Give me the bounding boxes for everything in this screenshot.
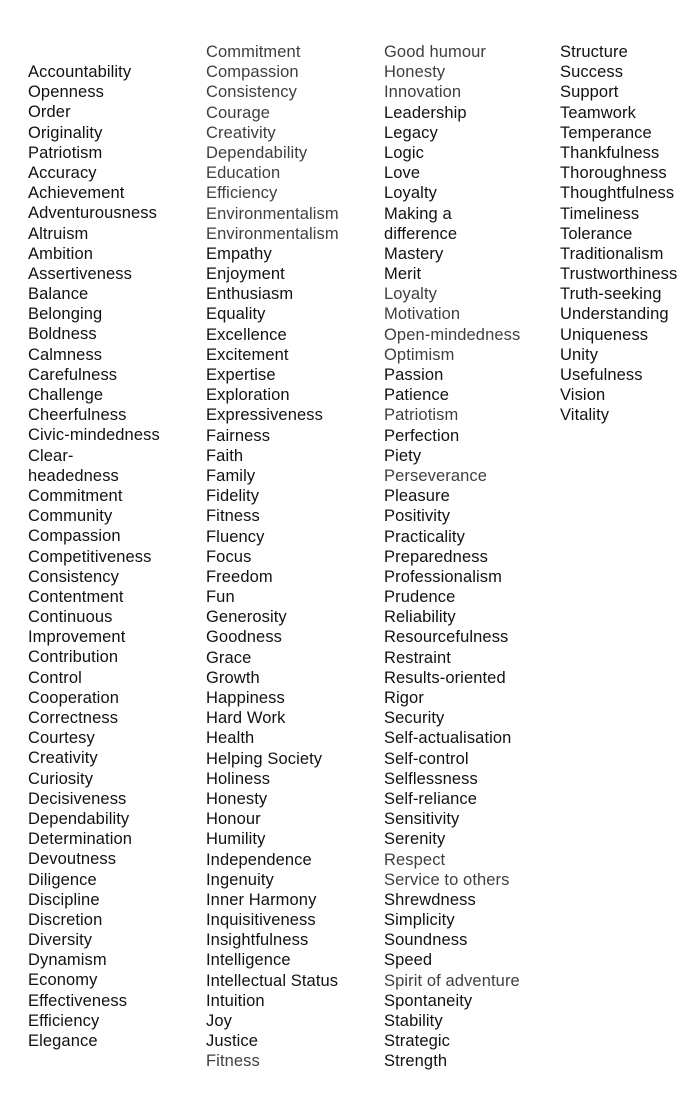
value-word: Consistency <box>206 83 297 102</box>
value-word: Holiness <box>206 769 271 788</box>
value-word: Balance <box>28 285 89 304</box>
value-word: Courtesy <box>28 729 95 748</box>
value-word: Shrewdness <box>384 890 476 909</box>
value-word: Courage <box>206 103 270 122</box>
value-word: Respect <box>384 850 446 869</box>
value-word: Excitement <box>206 345 289 364</box>
value-word: Logic <box>384 143 424 162</box>
value-word: Dependability <box>28 809 130 828</box>
value-word: Insightfulness <box>206 931 309 950</box>
value-word: Consistency <box>28 567 119 586</box>
values-column-1 <box>28 62 160 1051</box>
value-word: Piety <box>384 446 422 465</box>
value-word: Compassion <box>206 63 299 82</box>
value-word: Intuition <box>206 991 265 1010</box>
value-word: Spirit of adventure <box>384 971 520 990</box>
value-word: Passion <box>384 366 444 384</box>
value-word: Spontaneity <box>384 991 473 1010</box>
values-column-3 <box>384 42 520 1072</box>
values-column-2 <box>206 42 339 1072</box>
value-word: Ingenuity <box>206 870 274 889</box>
value-word: Leadership <box>384 103 467 122</box>
value-word: Intelligence <box>206 951 291 970</box>
value-word: Resourcefulness <box>384 628 509 647</box>
value-word: Control <box>28 668 82 687</box>
value-word: Discretion <box>28 910 103 929</box>
value-word: Justice <box>206 1032 259 1051</box>
value-word: Sensitivity <box>384 810 460 829</box>
value-word: Preparedness <box>384 547 488 566</box>
value-word: Honesty <box>384 63 446 82</box>
value-word: Self-control <box>384 749 469 768</box>
value-word: Positivity <box>384 507 451 526</box>
value-word: Education <box>206 164 281 183</box>
value-word: Intellectual Status <box>206 971 339 990</box>
value-word: Diligence <box>28 870 97 889</box>
value-word: Generosity <box>206 608 287 627</box>
value-word: Discipline <box>28 890 100 909</box>
value-word: Teamwork <box>560 103 636 122</box>
value-word: Boldness <box>28 325 97 344</box>
value-word: Adventurousness <box>28 204 157 223</box>
value-word: Humility <box>206 830 266 849</box>
value-word: Assertiveness <box>28 264 133 283</box>
value-word: Soundness <box>384 931 468 950</box>
value-word: Good humour <box>384 43 486 61</box>
value-word: Enjoyment <box>206 265 285 284</box>
value-word: Helping Society <box>206 749 323 768</box>
value-word: Prudence <box>384 588 456 607</box>
value-word: Mastery <box>384 244 444 263</box>
value-word: Growth <box>206 668 260 687</box>
value-word: Loyalty <box>384 285 437 304</box>
value-word: Honesty <box>206 789 268 808</box>
value-word: Service to others <box>384 870 510 889</box>
value-word: Grace <box>206 648 252 667</box>
value-word: Tolerance <box>560 224 633 243</box>
value-word: Decisiveness <box>28 789 127 808</box>
value-word: Love <box>384 164 421 183</box>
value-word: Equality <box>206 305 266 324</box>
value-word: Thoughtfulness <box>560 184 675 203</box>
value-word: Uniqueness <box>560 325 649 344</box>
value-word: Expertise <box>206 366 276 384</box>
value-word: Elegance <box>28 1032 98 1050</box>
value-word: Support <box>560 83 619 102</box>
value-word: Selflessness <box>384 769 478 788</box>
value-word: Cooperation <box>28 688 119 707</box>
value-word: Accuracy <box>28 163 97 182</box>
value-word: Carefulness <box>28 365 118 384</box>
value-word: Fluency <box>206 527 265 546</box>
value-word: Structure <box>560 43 628 61</box>
value-word: Legacy <box>384 123 438 142</box>
value-word: Restraint <box>384 648 451 667</box>
value-word: Environmentalism <box>206 204 339 223</box>
value-word: Commitment <box>206 43 301 61</box>
value-word: Fitness <box>206 507 260 526</box>
value-word: Accountability <box>28 63 132 81</box>
value-word: Order <box>28 103 71 122</box>
value-word: Open-mindedness <box>384 325 521 344</box>
value-word: Achievement <box>28 184 125 203</box>
value-word: Faith <box>206 446 244 465</box>
value-word: Optimism <box>384 345 455 364</box>
value-word: Clear- <box>28 446 74 465</box>
value-word: Originality <box>28 123 103 142</box>
value-word: Calmness <box>28 345 103 364</box>
value-word: Simplicity <box>384 911 455 930</box>
value-word: Freedom <box>206 567 273 586</box>
value-word: Results-oriented <box>384 668 506 687</box>
value-word: Health <box>206 729 255 748</box>
value-word: Serenity <box>384 830 446 849</box>
value-word: Joy <box>206 1012 232 1030</box>
value-word: Traditionalism <box>560 244 664 263</box>
value-word: Fairness <box>206 426 271 445</box>
value-word: Challenge <box>28 386 104 404</box>
value-word: Altruism <box>28 224 89 243</box>
value-word: Environmentalism <box>206 224 339 243</box>
value-word: Empathy <box>206 244 272 263</box>
value-word: Security <box>384 709 445 728</box>
value-word: Practicality <box>384 527 465 546</box>
value-word: Patriotism <box>28 143 103 162</box>
value-word: Perseverance <box>384 466 488 485</box>
value-word: Pleasure <box>384 487 450 506</box>
value-word: Rigor <box>384 689 424 707</box>
value-word: Innovation <box>384 83 462 102</box>
value-word: Commitment <box>28 486 123 505</box>
value-word: Competitiveness <box>28 547 152 566</box>
value-word: Usefulness <box>560 366 643 384</box>
value-word: Truth-seeking <box>560 285 662 304</box>
value-word: Self-actualisation <box>384 729 512 748</box>
value-word: Reliability <box>384 608 456 627</box>
value-word: Self-reliance <box>384 789 478 808</box>
value-word: Exploration <box>206 386 290 405</box>
value-word: Expressiveness <box>206 406 323 425</box>
value-word: difference <box>384 224 458 243</box>
value-word: Creativity <box>206 123 276 142</box>
value-word: Ambition <box>28 244 93 263</box>
value-word: Efficiency <box>28 1011 100 1030</box>
value-word: Patience <box>384 386 450 405</box>
value-word: Thankfulness <box>560 143 660 162</box>
value-word: Goodness <box>206 628 283 647</box>
values-column-4 <box>560 42 677 426</box>
value-word: Making a <box>384 204 452 223</box>
value-word: Vision <box>560 386 606 405</box>
value-word: Temperance <box>560 123 652 142</box>
value-word: Motivation <box>384 305 461 324</box>
value-word: Correctness <box>28 709 119 727</box>
value-word: Success <box>560 63 624 82</box>
value-word: Creativity <box>28 749 98 768</box>
value-word: Community <box>28 507 113 526</box>
value-word: Compassion <box>28 527 121 546</box>
value-word: Strength <box>384 1052 448 1071</box>
value-word: Patriotism <box>384 406 459 425</box>
value-word: Stability <box>384 1012 443 1030</box>
value-word: headedness <box>28 466 119 485</box>
value-word: Diversity <box>28 931 93 950</box>
value-word: Professionalism <box>384 567 502 586</box>
value-word: Improvement <box>28 628 126 647</box>
value-word: Cheerfulness <box>28 406 127 425</box>
value-word: Independence <box>206 850 312 869</box>
value-word: Dynamism <box>28 951 107 970</box>
value-word: Fun <box>206 588 235 607</box>
value-word: Fitness <box>206 1052 260 1071</box>
value-word: Inner Harmony <box>206 890 317 909</box>
value-word: Family <box>206 466 256 485</box>
value-word: Speed <box>384 951 433 970</box>
value-word: Curiosity <box>28 769 94 788</box>
value-word: Thoroughness <box>560 164 667 183</box>
value-word: Devoutness <box>28 850 117 869</box>
value-word: Timeliness <box>560 204 640 223</box>
value-word: Enthusiasm <box>206 285 294 304</box>
value-word: Honour <box>206 810 261 829</box>
value-word: Openness <box>28 83 105 102</box>
value-word: Contentment <box>28 587 124 606</box>
value-word: Unity <box>560 345 599 364</box>
value-word: Economy <box>28 971 98 990</box>
value-word: Loyalty <box>384 184 437 203</box>
value-word: Belonging <box>28 305 103 324</box>
value-word: Dependability <box>206 143 308 162</box>
value-word: Fidelity <box>206 487 260 506</box>
value-word: Hard Work <box>206 709 286 728</box>
value-word: Trustworthiness <box>560 265 678 284</box>
value-word: Perfection <box>384 426 460 445</box>
value-word: Determination <box>28 830 133 849</box>
value-word: Strategic <box>384 1032 451 1051</box>
value-word: Continuous <box>28 608 113 627</box>
value-word: Inquisitiveness <box>206 911 316 930</box>
value-word: Focus <box>206 547 252 566</box>
value-word: Excellence <box>206 325 287 344</box>
value-word: Happiness <box>206 689 285 707</box>
value-word: Merit <box>384 265 422 284</box>
value-word: Contribution <box>28 648 119 667</box>
value-word: Understanding <box>560 305 669 324</box>
value-word: Effectiveness <box>28 991 128 1010</box>
value-word: Civic-mindedness <box>28 426 160 445</box>
value-word: Vitality <box>560 406 610 425</box>
value-word: Efficiency <box>206 184 278 203</box>
